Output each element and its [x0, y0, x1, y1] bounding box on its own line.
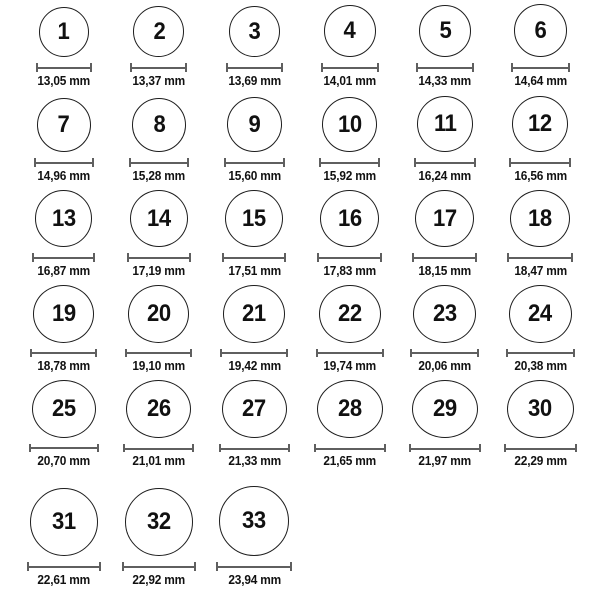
- ring-size-number: 10: [337, 110, 362, 138]
- ring-circle: [412, 380, 478, 438]
- ring-circle: [509, 285, 572, 343]
- diameter-ruler: [319, 158, 380, 167]
- ring-size-item: [111, 475, 206, 600]
- diameter-ruler: [314, 444, 386, 452]
- ruler-line: [125, 448, 192, 450]
- ring-size-item: [16, 285, 111, 380]
- diameter-ruler: [316, 349, 384, 357]
- diameter-ruler: [222, 253, 286, 262]
- diameter-label: 22,92 mm: [132, 573, 186, 587]
- diameter-ruler: [321, 63, 379, 72]
- diameter-ruler: [317, 253, 382, 262]
- ruler-line: [316, 448, 384, 450]
- ring-size-number: 26: [147, 395, 171, 422]
- ring-circle: [419, 5, 471, 57]
- ring-size-number: 2: [153, 17, 165, 45]
- diameter-label: 13,69 mm: [228, 74, 281, 88]
- ring-circle: [413, 285, 476, 343]
- diameter-ruler: [409, 444, 481, 452]
- ruler-line: [218, 566, 290, 568]
- ring-size-item: [397, 0, 492, 95]
- ring-circle: [30, 488, 98, 556]
- ring-circle: [130, 190, 188, 247]
- ring-size-number: 22: [337, 299, 362, 327]
- ring-size-item: [111, 190, 206, 285]
- diameter-ruler: [34, 158, 94, 167]
- diameter-label: 15,60 mm: [228, 169, 281, 183]
- ring-size-item: [207, 190, 302, 285]
- ruler-line: [32, 352, 95, 354]
- ring-circle: [126, 380, 191, 438]
- ring-circle: [415, 190, 474, 247]
- ring-circle: [37, 98, 91, 152]
- diameter-ruler: [511, 63, 570, 72]
- ring-size-item: [397, 380, 492, 475]
- diameter-ruler: [127, 253, 191, 262]
- diameter-label: 18,47 mm: [514, 264, 567, 278]
- ring-circle: [132, 98, 186, 152]
- ruler-line: [513, 67, 568, 69]
- ruler-line: [31, 447, 97, 449]
- ruler-line: [228, 67, 281, 69]
- ruler-line: [508, 352, 573, 354]
- ring-size-item: [111, 285, 206, 380]
- ring-size-item: [16, 0, 111, 95]
- ring-size-number: 21: [242, 299, 267, 327]
- diameter-ruler: [509, 158, 571, 167]
- ring-size-number: 13: [51, 204, 76, 232]
- diameter-label: 13,37 mm: [132, 74, 186, 88]
- diameter-label: 21,01 mm: [132, 454, 186, 468]
- ruler-line: [506, 448, 575, 450]
- diameter-ruler: [224, 158, 285, 167]
- ring-circle: [317, 380, 383, 438]
- ring-size-item: [111, 95, 206, 190]
- diameter-ruler: [506, 349, 575, 357]
- ring-circle: [125, 488, 193, 556]
- ring-circle: [223, 285, 285, 343]
- ring-size-item: [207, 285, 302, 380]
- ring-circle: [229, 6, 280, 57]
- diameter-ruler: [29, 444, 99, 452]
- ring-size-number: 17: [433, 204, 457, 232]
- ring-circle: [133, 6, 184, 57]
- ring-size-item: [207, 0, 302, 95]
- ring-circle: [320, 190, 379, 247]
- ruler-line: [36, 162, 92, 164]
- ruler-line: [323, 67, 377, 69]
- diameter-ruler: [129, 158, 189, 167]
- diameter-label: 15,28 mm: [132, 169, 186, 183]
- ruler-line: [34, 257, 93, 259]
- ring-size-item: [111, 380, 206, 475]
- diameter-ruler: [219, 444, 290, 452]
- diameter-label: 16,56 mm: [514, 169, 567, 183]
- diameter-label: 20,38 mm: [514, 359, 567, 373]
- ring-size-number: 30: [528, 395, 553, 423]
- ring-size-number: 8: [153, 111, 165, 138]
- ring-circle: [324, 5, 376, 57]
- diameter-ruler: [226, 63, 283, 72]
- ring-circle: [514, 4, 567, 57]
- ring-circle: [33, 285, 94, 343]
- ring-size-number: 5: [439, 17, 451, 44]
- diameter-label: 19,42 mm: [228, 359, 281, 373]
- ring-size-number: 14: [147, 204, 171, 232]
- diameter-label: 23,94 mm: [228, 573, 281, 587]
- ring-circle: [225, 190, 283, 247]
- ring-circle: [219, 486, 289, 556]
- ring-size-item: [493, 190, 588, 285]
- ruler-line: [414, 257, 475, 259]
- ruler-line: [29, 566, 99, 568]
- ring-size-item: [16, 380, 111, 475]
- diameter-ruler: [32, 253, 95, 262]
- ruler-line: [416, 162, 474, 164]
- ring-size-item: [493, 95, 588, 190]
- ring-size-item: [397, 190, 492, 285]
- diameter-label: 20,70 mm: [37, 454, 90, 468]
- diameter-label: 19,74 mm: [323, 359, 376, 373]
- ruler-line: [509, 257, 571, 259]
- diameter-ruler: [504, 444, 577, 452]
- ruler-line: [418, 67, 472, 69]
- ring-size-item: [493, 380, 588, 475]
- ring-size-item: [207, 475, 302, 600]
- ring-size-number: 11: [433, 110, 457, 137]
- ring-circle: [417, 96, 473, 152]
- diameter-label: 13,05 mm: [37, 74, 90, 88]
- diameter-ruler: [220, 349, 288, 357]
- ruler-line: [226, 162, 283, 164]
- diameter-label: 19,10 mm: [132, 359, 186, 373]
- ruler-line: [129, 257, 189, 259]
- diameter-label: 14,33 mm: [418, 74, 472, 88]
- ring-size-item: [16, 95, 111, 190]
- diameter-label: 21,33 mm: [228, 454, 281, 468]
- ruler-line: [224, 257, 284, 259]
- ring-size-number: 29: [433, 395, 457, 423]
- ring-circle: [39, 7, 89, 57]
- ring-size-number: 32: [147, 508, 171, 535]
- diameter-label: 14,96 mm: [37, 169, 90, 183]
- ring-size-item: [302, 285, 397, 380]
- ring-size-number: 15: [242, 204, 267, 232]
- ring-size-number: 20: [147, 299, 171, 327]
- ruler-line: [221, 448, 288, 450]
- diameter-ruler: [123, 444, 194, 452]
- diameter-label: 17,83 mm: [323, 264, 376, 278]
- ring-circle: [512, 96, 568, 152]
- ruler-line: [38, 67, 90, 69]
- diameter-ruler: [122, 562, 196, 571]
- ring-size-item: [16, 475, 111, 600]
- ruler-line: [511, 162, 569, 164]
- diameter-label: 20,06 mm: [418, 359, 472, 373]
- ring-size-item: [397, 95, 492, 190]
- ring-size-number: 12: [528, 110, 553, 137]
- ring-size-number: 33: [242, 507, 267, 534]
- diameter-ruler: [216, 562, 292, 571]
- ring-circle: [322, 97, 377, 152]
- ring-circle: [510, 190, 570, 247]
- ruler-line: [131, 162, 187, 164]
- diameter-label: 14,01 mm: [323, 74, 376, 88]
- ring-size-item: [493, 285, 588, 380]
- ring-circle: [227, 97, 282, 152]
- diameter-ruler: [27, 562, 101, 571]
- diameter-ruler: [416, 63, 474, 72]
- ring-size-number: 7: [57, 111, 70, 138]
- diameter-label: 18,78 mm: [37, 359, 90, 373]
- ring-size-number: 25: [51, 394, 76, 422]
- diameter-ruler: [410, 349, 479, 357]
- ring-size-item: [397, 285, 492, 380]
- ring-size-item: [302, 380, 397, 475]
- ring-circle: [319, 285, 381, 343]
- ring-size-number: 16: [337, 204, 362, 232]
- ring-circle: [507, 380, 574, 438]
- ring-size-number: 23: [433, 299, 457, 327]
- ruler-line: [318, 352, 382, 354]
- diameter-label: 16,87 mm: [37, 264, 90, 278]
- ring-size-item: [302, 0, 397, 95]
- ruler-line: [222, 352, 286, 354]
- diameter-label: 22,61 mm: [37, 573, 90, 587]
- ring-size-number: 6: [534, 16, 547, 44]
- ruler-line: [319, 257, 380, 259]
- ring-size-number: 18: [528, 204, 553, 232]
- ruler-line: [321, 162, 378, 164]
- ring-size-number: 4: [343, 17, 356, 44]
- diameter-label: 17,51 mm: [228, 264, 281, 278]
- ruler-line: [132, 67, 185, 69]
- diameter-label: 17,19 mm: [132, 264, 186, 278]
- ring-size-item: [302, 95, 397, 190]
- ring-size-item: [16, 190, 111, 285]
- diameter-ruler: [507, 253, 573, 262]
- diameter-label: 15,92 mm: [323, 169, 376, 183]
- diameter-label: 22,29 mm: [514, 454, 567, 468]
- ruler-line: [411, 448, 479, 450]
- ring-size-number: 27: [242, 395, 267, 422]
- ring-size-item: [207, 95, 302, 190]
- ring-size-item: [493, 0, 588, 95]
- diameter-ruler: [30, 349, 97, 357]
- diameter-ruler: [36, 63, 92, 72]
- ring-circle: [222, 380, 287, 438]
- diameter-ruler: [414, 158, 476, 167]
- ring-size-number: 1: [57, 18, 70, 45]
- ring-circle: [128, 285, 189, 343]
- diameter-ruler: [125, 349, 192, 357]
- ring-circle: [32, 380, 96, 438]
- diameter-label: 18,15 mm: [418, 264, 472, 278]
- ring-size-number: 31: [51, 508, 76, 535]
- ruler-line: [412, 352, 477, 354]
- ring-size-number: 28: [337, 395, 362, 423]
- diameter-ruler: [130, 63, 187, 72]
- diameter-label: 14,64 mm: [514, 74, 567, 88]
- ruler-line: [124, 566, 194, 568]
- ring-size-number: 24: [528, 299, 553, 327]
- ring-size-item: [207, 380, 302, 475]
- diameter-label: 21,97 mm: [418, 454, 472, 468]
- ring-size-number: 9: [248, 110, 261, 138]
- diameter-ruler: [412, 253, 477, 262]
- ring-size-item: [302, 190, 397, 285]
- ring-size-number: 19: [51, 299, 76, 327]
- ring-size-item: [111, 0, 206, 95]
- ring-size-number: 3: [248, 17, 261, 45]
- ruler-line: [127, 352, 190, 354]
- diameter-label: 16,24 mm: [418, 169, 472, 183]
- ring-circle: [35, 190, 92, 247]
- diameter-label: 21,65 mm: [323, 454, 376, 468]
